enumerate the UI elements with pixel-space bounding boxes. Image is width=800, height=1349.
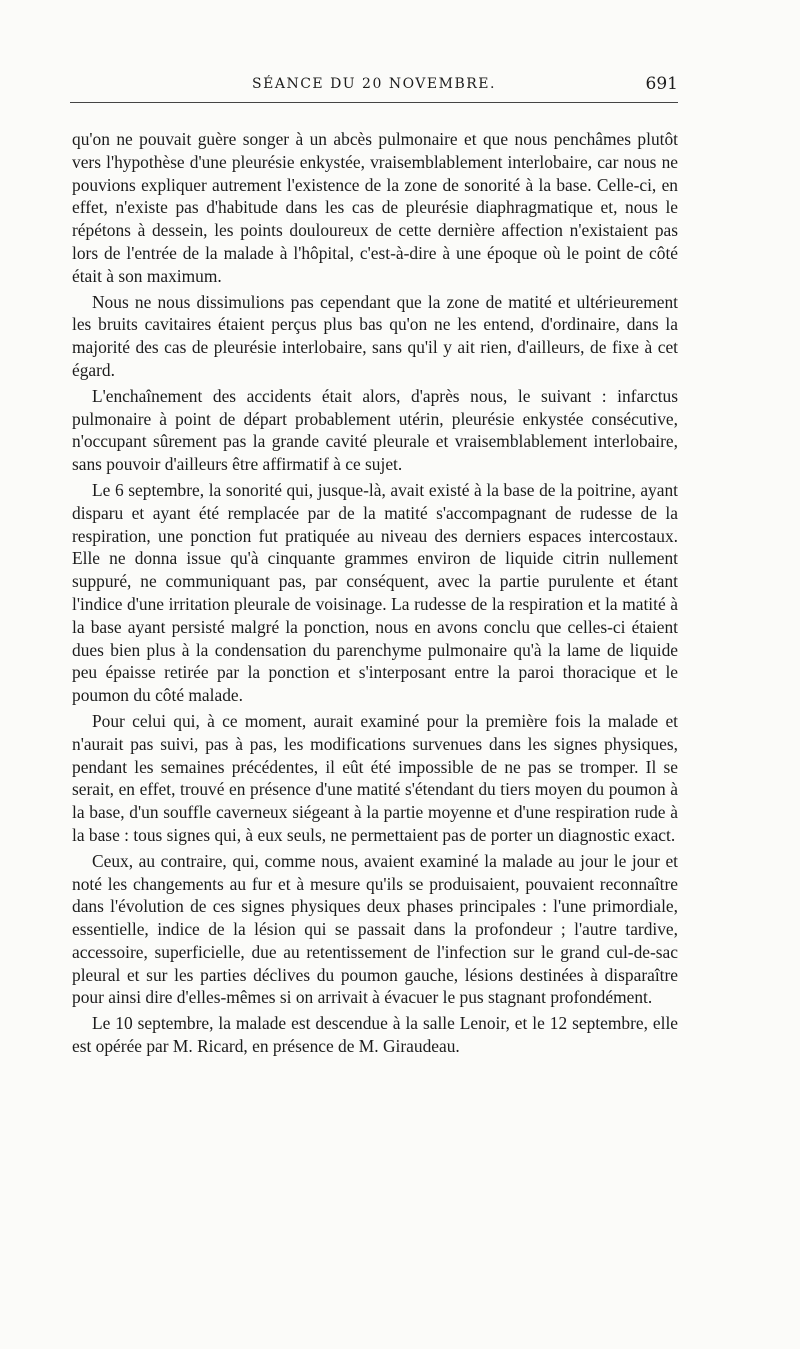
paragraph: Ceux, au contraire, qui, comme nous, avaient examiné la malade au jour le jour et noté les changements au fur et à mesure qu'ils se produisaient, pouvaient reconnaître dans l'évolution de ces signes physiques deux phases principales : l'une primordiale, essentielle, indice de la lésion qui se passait dans la profondeur ; l'autre tardive, accessoire, superficielle, due au retentissement de l'infection sur le grand cul-de-sac pleural et sur les parties déclives du poumon gauche, lésions destinées à disparaître pour ainsi dire d'elles-mêmes si on arrivait à évacuer le pus stagnant profondément. [72,850,678,1008]
paragraph: Pour celui qui, à ce moment, aurait examiné pour la première fois la malade et n'aurait pas suivi, pas à pas, les modifications survenues dans les signes physiques, pendant les semaines précédentes, il eût été impossible de ne pas se tromper. Il se serait, en effet, trouvé en présence d'une matité s'étendant du tiers moyen du poumon à la base, d'un souffle caverneux siégeant à la partie moyenne et d'une respiration rude à la base : tous signes qui, à eux seuls, ne permettaient pas de porter un diagnostic exact. [72,710,678,845]
paragraph: qu'on ne pouvait guère songer à un abcès pulmonaire et que nous penchâmes plutôt vers l'hypothèse d'une pleurésie enkystée, vraisemblablement interlobaire, car nous ne pouvions expliquer autrement l'existence de la zone de sonorité à la base. Celle-ci, en effet, n'existe pas d'habitude dans les cas de pleurésie diaphragmatique et, nous le répétons à dessein, les points douloureux de cette dernière affection n'existaient pas lors de l'entrée de la malade à l'hôpital, c'est-à-dire à une époque où le point de côté était à son maximum. [72,129,678,286]
paragraph: L'enchaînement des accidents était alors, d'après nous, le suivant : infarctus pulmonaire à point de départ probablement utérin, pleurésie enkystée consécutive, n'occupant sûrement pas la grande cavité pleurale et vraisemblablement interlobaire, sans pouvoir d'ailleurs être affirmatif à ce sujet. [72,385,678,475]
paragraph: Le 10 septembre, la malade est descendue à la salle Lenoir, et le 12 septembre, elle est opérée par M. Ricard, en présence de M. Giraudeau. [72,1013,678,1057]
paragraph: Le 6 septembre, la sonorité qui, jusque-là, avait existé à la base de la poitrine, ayant disparu et ayant été remplacée par de la matité s'accompagnant de rudesse de la respiration, une ponction fut pratiquée au niveau des derniers espaces intercostaux. Elle ne donna issue qu'à cinquante grammes environ de liquide citrin nullement suppuré, ne communiquant pas, par conséquent, avec la partie purulente et étant l'indice d'une irritation pleurale de voisinage. La rudesse de la respiration et la matité à la base ayant persisté malgré la ponction, nous en avons conclu que celles-ci étaient dues bien plus à la condensation du parenchyme pulmonaire qu'à la lame de liquide peu épaisse retirée par la ponction et s'interposant entre la paroi thoracique et le poumon du côté malade. [72,479,678,706]
body-text [72,128,678,1061]
running-title: SÉANCE DU 20 NOVEMBRE. [252,76,496,92]
page-header [70,72,678,103]
paragraph: Nous ne nous dissimulions pas cependant que la zone de matité et ultérieurement les bruits cavitaires étaient perçus plus bas qu'on ne les entend, d'ordinaire, dans la majorité des cas de pleurésie interlobaire, sans qu'il y ait rien, d'ailleurs, de fixe à cet égard. [72,291,678,380]
page-number: 691 [645,74,678,94]
